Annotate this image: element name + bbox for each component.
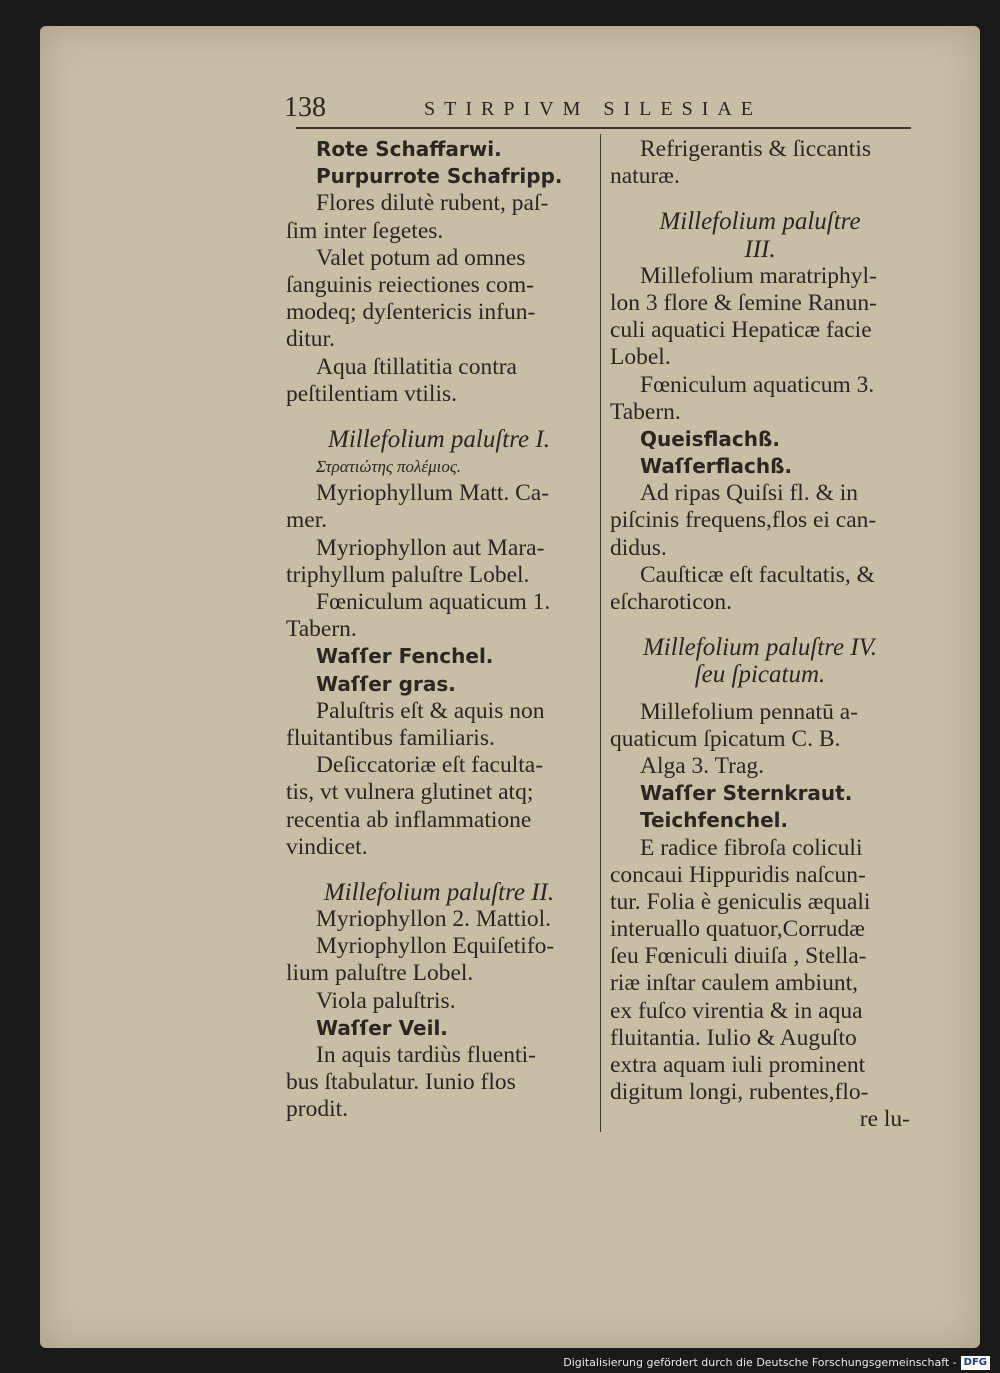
text-line: eſcharoticon. (610, 589, 733, 615)
text-line: Tabern. (286, 616, 357, 643)
text-line: Tabern. (610, 398, 681, 425)
text-line: Myriophyllon 2. Mattiol. (316, 906, 551, 933)
text-line: Paluſtris eſt & aquis non (316, 697, 545, 724)
text-line: lium paluſtre Lobel. (286, 960, 474, 987)
text-line: interuallo quatuor,Corrudæ (610, 916, 865, 943)
text-line: Fœniculum aquaticum 3. (640, 371, 875, 398)
spacer (610, 689, 910, 699)
text-line: Waſſer Sternkraut. (640, 781, 853, 806)
text-line: prodit. (286, 1096, 349, 1123)
text-line: lon 3 flore & ſemine Ranun- (610, 289, 877, 316)
left-text-column (286, 136, 592, 1124)
text-line: Alga 3. Trag. (640, 752, 765, 779)
text-line: extra aquam iuli prominent (610, 1052, 866, 1078)
text-line: didus. (610, 534, 667, 561)
section-heading: Millefolium paluſtre II. (323, 878, 555, 906)
text-line: digitum longi, rubentes,flo- (610, 1079, 869, 1106)
text-line: Myriophyllum Matt. Ca- (316, 480, 550, 507)
section-heading: Millefolium paluſtre IV. (642, 634, 877, 662)
text-line: triphyllum paluſtre Lobel. (286, 561, 530, 588)
text-line: Purpurrote Schafripp. (316, 164, 563, 189)
spacer (286, 408, 592, 426)
spacer (286, 861, 592, 879)
column-divider (600, 134, 601, 1132)
text-line: Queisflachß. (640, 426, 780, 451)
text-line: Refrigerantis & ſiccantis (640, 136, 872, 162)
text-line: Millefolium pennatū a- (640, 698, 858, 725)
text-line: culi aquatici Hepaticæ facie (610, 317, 872, 344)
text-line: Cauſticæ eſt facultatis, & (640, 561, 875, 588)
text-line: tur. Folia è geniculis æquali (610, 888, 871, 915)
text-line: Fœniculum aquaticum 1. (316, 589, 551, 615)
spacer (610, 190, 910, 208)
text-line: fluitantibus familiaris. (286, 724, 495, 751)
section-heading: Millefolium paluſtre I. (328, 425, 550, 453)
text-line: Millefolium maratriphyl- (640, 262, 877, 289)
text-line: peſtilentiam vtilis. (286, 380, 458, 407)
text-line: Myriophyllon Equiſetifo- (316, 933, 555, 960)
text-line: Waſſerflachß. (640, 454, 793, 479)
text-line: Lobel. (610, 344, 671, 371)
spacer (610, 616, 910, 634)
text-line: vindicet. (286, 833, 368, 860)
text-line: concaui Hippuridis naſcun- (610, 861, 866, 888)
text-line: tis, vt vulnera glutinet atq; (286, 779, 534, 806)
text-line: piſcinis frequens,flos ei can- (610, 507, 877, 534)
text-line: Flores dilutè rubent, paſ- (316, 190, 549, 217)
footer-text: Digitalisierung gefördert durch die Deutsche Forschungsgemeinschaft - (563, 1356, 957, 1369)
text-line: Aqua ſtillatitia contra (316, 353, 517, 380)
section-heading: III. (744, 235, 776, 263)
text-line: riæ inſtar caulem ambiunt, (610, 970, 858, 997)
text-line: ſim inter ſegetes. (286, 217, 444, 244)
text-line: Valet potum ad omnes (316, 244, 526, 271)
text-line: Waſſer gras. (316, 671, 456, 696)
text-line: Myriophyllon aut Mara- (316, 534, 545, 561)
text-line: Στρατιώτης πολέμιος. (316, 457, 462, 477)
dfg-logo: DFG (961, 1356, 990, 1370)
footer-credit (0, 1352, 990, 1373)
text-line: E radice fibroſa coliculi (640, 834, 863, 861)
text-line: Teichfenchel. (640, 808, 789, 833)
page-number: 138 (284, 92, 326, 123)
text-line: naturæ. (610, 163, 680, 190)
text-line: Waſſer Veil. (316, 1015, 448, 1040)
page-header (284, 92, 924, 126)
running-title: STIRPIVM SILESIAE (424, 98, 763, 120)
section-heading: ſeu ſpicatum. (694, 661, 826, 689)
text-line: ſanguinis reiectiones com- (286, 271, 534, 298)
text-line: Rote Schaffarwi. (316, 137, 502, 161)
text-line: mer. (286, 507, 328, 534)
text-line: Ad ripas Quiſsi fl. & in (640, 480, 859, 507)
text-line: fluitantia. Iulio & Auguſto (610, 1024, 857, 1051)
text-line: In aquis tardiùs fluenti- (316, 1042, 536, 1068)
text-line: ex fuſco virentia & in aqua (610, 997, 863, 1024)
right-text-column (610, 136, 910, 1134)
text-line: modeq; dyſentericis infun- (286, 299, 536, 326)
section-heading: Millefolium paluſtre (659, 208, 861, 236)
text-line: quaticum ſpicatum C. B. (610, 725, 841, 752)
text-line: bus ſtabulatur. Iunio flos (286, 1069, 516, 1096)
text-line: Waſſer Fenchel. (316, 644, 494, 669)
text-line: ſeu Fœniculi diuiſa , Stella- (610, 943, 867, 970)
text-line: Deſiccatoriæ eſt faculta- (316, 752, 544, 779)
header-rule (296, 127, 911, 129)
text-line: re lu- (859, 1106, 910, 1133)
text-line: ditur. (286, 326, 335, 353)
text-line: Viola paluſtris. (316, 987, 456, 1014)
text-line: recentia ab inflammatione (286, 806, 532, 833)
